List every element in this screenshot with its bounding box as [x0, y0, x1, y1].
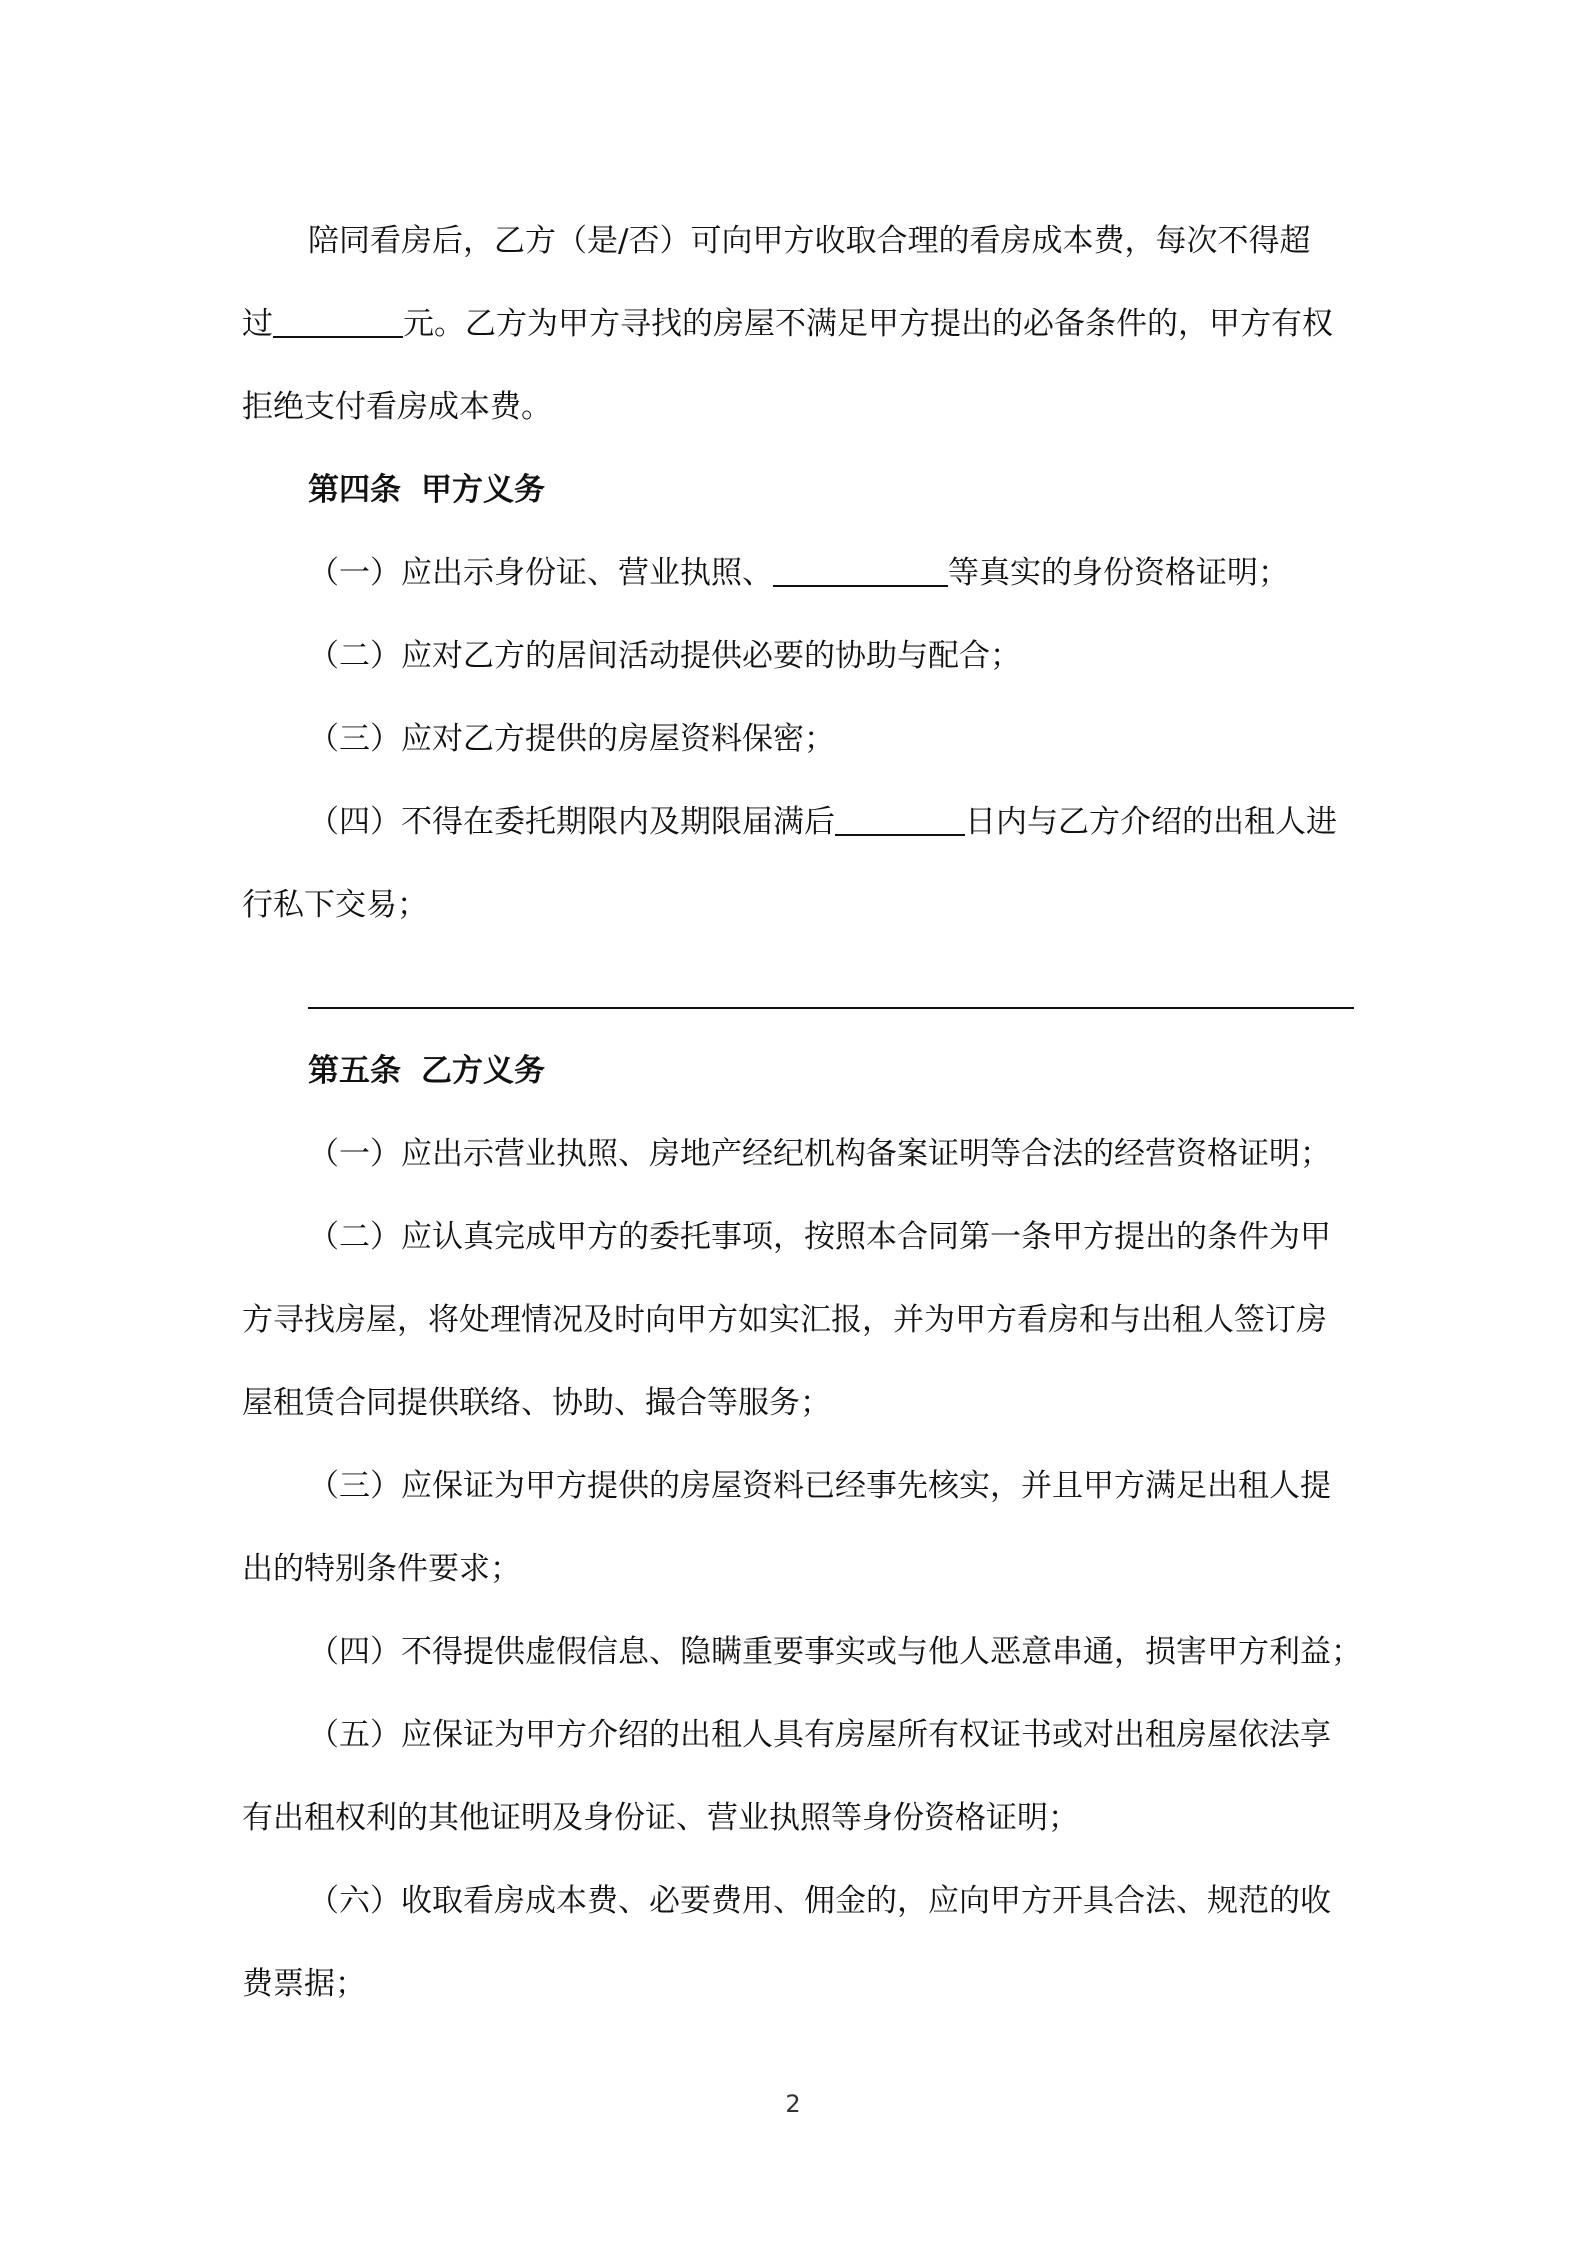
fill-in-blank — [273, 303, 403, 338]
clause-text: （五）应保证为甲方介绍的出租人具有房屋所有权证书或对出租房屋依法享 — [308, 1717, 1331, 1753]
clause-text: （二）应对乙方的居间活动提供必要的协助与配合； — [308, 638, 1021, 674]
clause-line — [242, 1777, 1354, 1860]
clause-text: （三）应对乙方提供的房屋资料保密； — [308, 721, 835, 757]
clause-text: （三）应保证为甲方提供的房屋资料已经事先核实，并且甲方满足出租人提 — [308, 1468, 1331, 1504]
clause-line — [242, 1694, 1354, 1777]
clause-line — [242, 1860, 1354, 1943]
clause-text: 等真实的身份资格证明； — [948, 555, 1289, 591]
clause-text: 方寻找房屋，将处理情况及时向甲方如实汇报，并为甲方看房和与出租人签订房 — [242, 1302, 1327, 1338]
paragraph-line — [242, 366, 1354, 449]
horizontal-rule — [308, 1007, 1354, 1009]
clause-text: （二）应认真完成甲方的委托事项，按照本合同第一条甲方提出的条件为甲 — [308, 1219, 1331, 1255]
article-heading — [242, 449, 1354, 532]
fill-in-blank — [773, 552, 948, 587]
document-body — [242, 200, 1362, 2026]
clause-text: （六）收取看房成本费、必要费用、佣金的，应向甲方开具合法、规范的收 — [308, 1883, 1331, 1919]
paragraph-text: 过 — [242, 306, 273, 342]
paragraph-text: 拒绝支付看房成本费。 — [242, 389, 552, 425]
clause-text: （一）应出示营业执照、房地产经纪机构备案证明等合法的经营资格证明； — [308, 1136, 1331, 1172]
clause-text: 日内与乙方介绍的出租人进 — [965, 804, 1337, 840]
clause-text: 屋租赁合同提供联络、协助、撮合等服务； — [242, 1385, 831, 1421]
divider-row — [242, 947, 1354, 1030]
article-title: 乙方义务 — [421, 1053, 545, 1089]
clause-text: （四）不得提供虚假信息、隐瞒重要事实或与他人恶意串通，损害甲方利益； — [308, 1634, 1362, 1670]
clause-line — [242, 1362, 1354, 1445]
clause-line — [242, 1279, 1354, 1362]
fill-in-blank — [835, 801, 965, 836]
clause-line — [242, 698, 1354, 781]
clause-text: （一）应出示身份证、营业执照、 — [308, 555, 773, 591]
clause-text: （四）不得在委托期限内及期限届满后 — [308, 804, 835, 840]
clause-line — [242, 1113, 1354, 1196]
article-title: 甲方义务 — [421, 472, 545, 508]
clause-line — [242, 1943, 1354, 2026]
article-number: 第五条 — [308, 1053, 401, 1089]
clause-line — [242, 1445, 1354, 1528]
page-number: 2 — [785, 2090, 801, 2118]
clause-line — [242, 532, 1354, 615]
article-number: 第四条 — [308, 472, 401, 508]
paragraph-line — [242, 283, 1354, 366]
paragraph-text: 元。乙方为甲方寻找的房屋不满足甲方提出的必备条件的，甲方有权 — [403, 306, 1333, 342]
clause-line — [242, 1611, 1362, 1694]
clause-text: 有出租权利的其他证明及身份证、营业执照等身份资格证明； — [242, 1800, 1079, 1836]
paragraph-line — [242, 200, 1354, 283]
clause-line — [242, 781, 1354, 864]
clause-text: 行私下交易； — [242, 887, 428, 923]
clause-text: 出的特别条件要求； — [242, 1551, 521, 1587]
clause-line — [242, 864, 1354, 947]
clause-text: 费票据； — [242, 1966, 366, 2002]
clause-line — [242, 1528, 1354, 1611]
clause-line — [242, 1196, 1354, 1279]
article-heading — [242, 1030, 1354, 1113]
paragraph-text: 陪同看房后，乙方（是/否）可向甲方收取合理的看房成本费，每次不得超 — [308, 223, 1311, 259]
clause-line — [242, 615, 1354, 698]
